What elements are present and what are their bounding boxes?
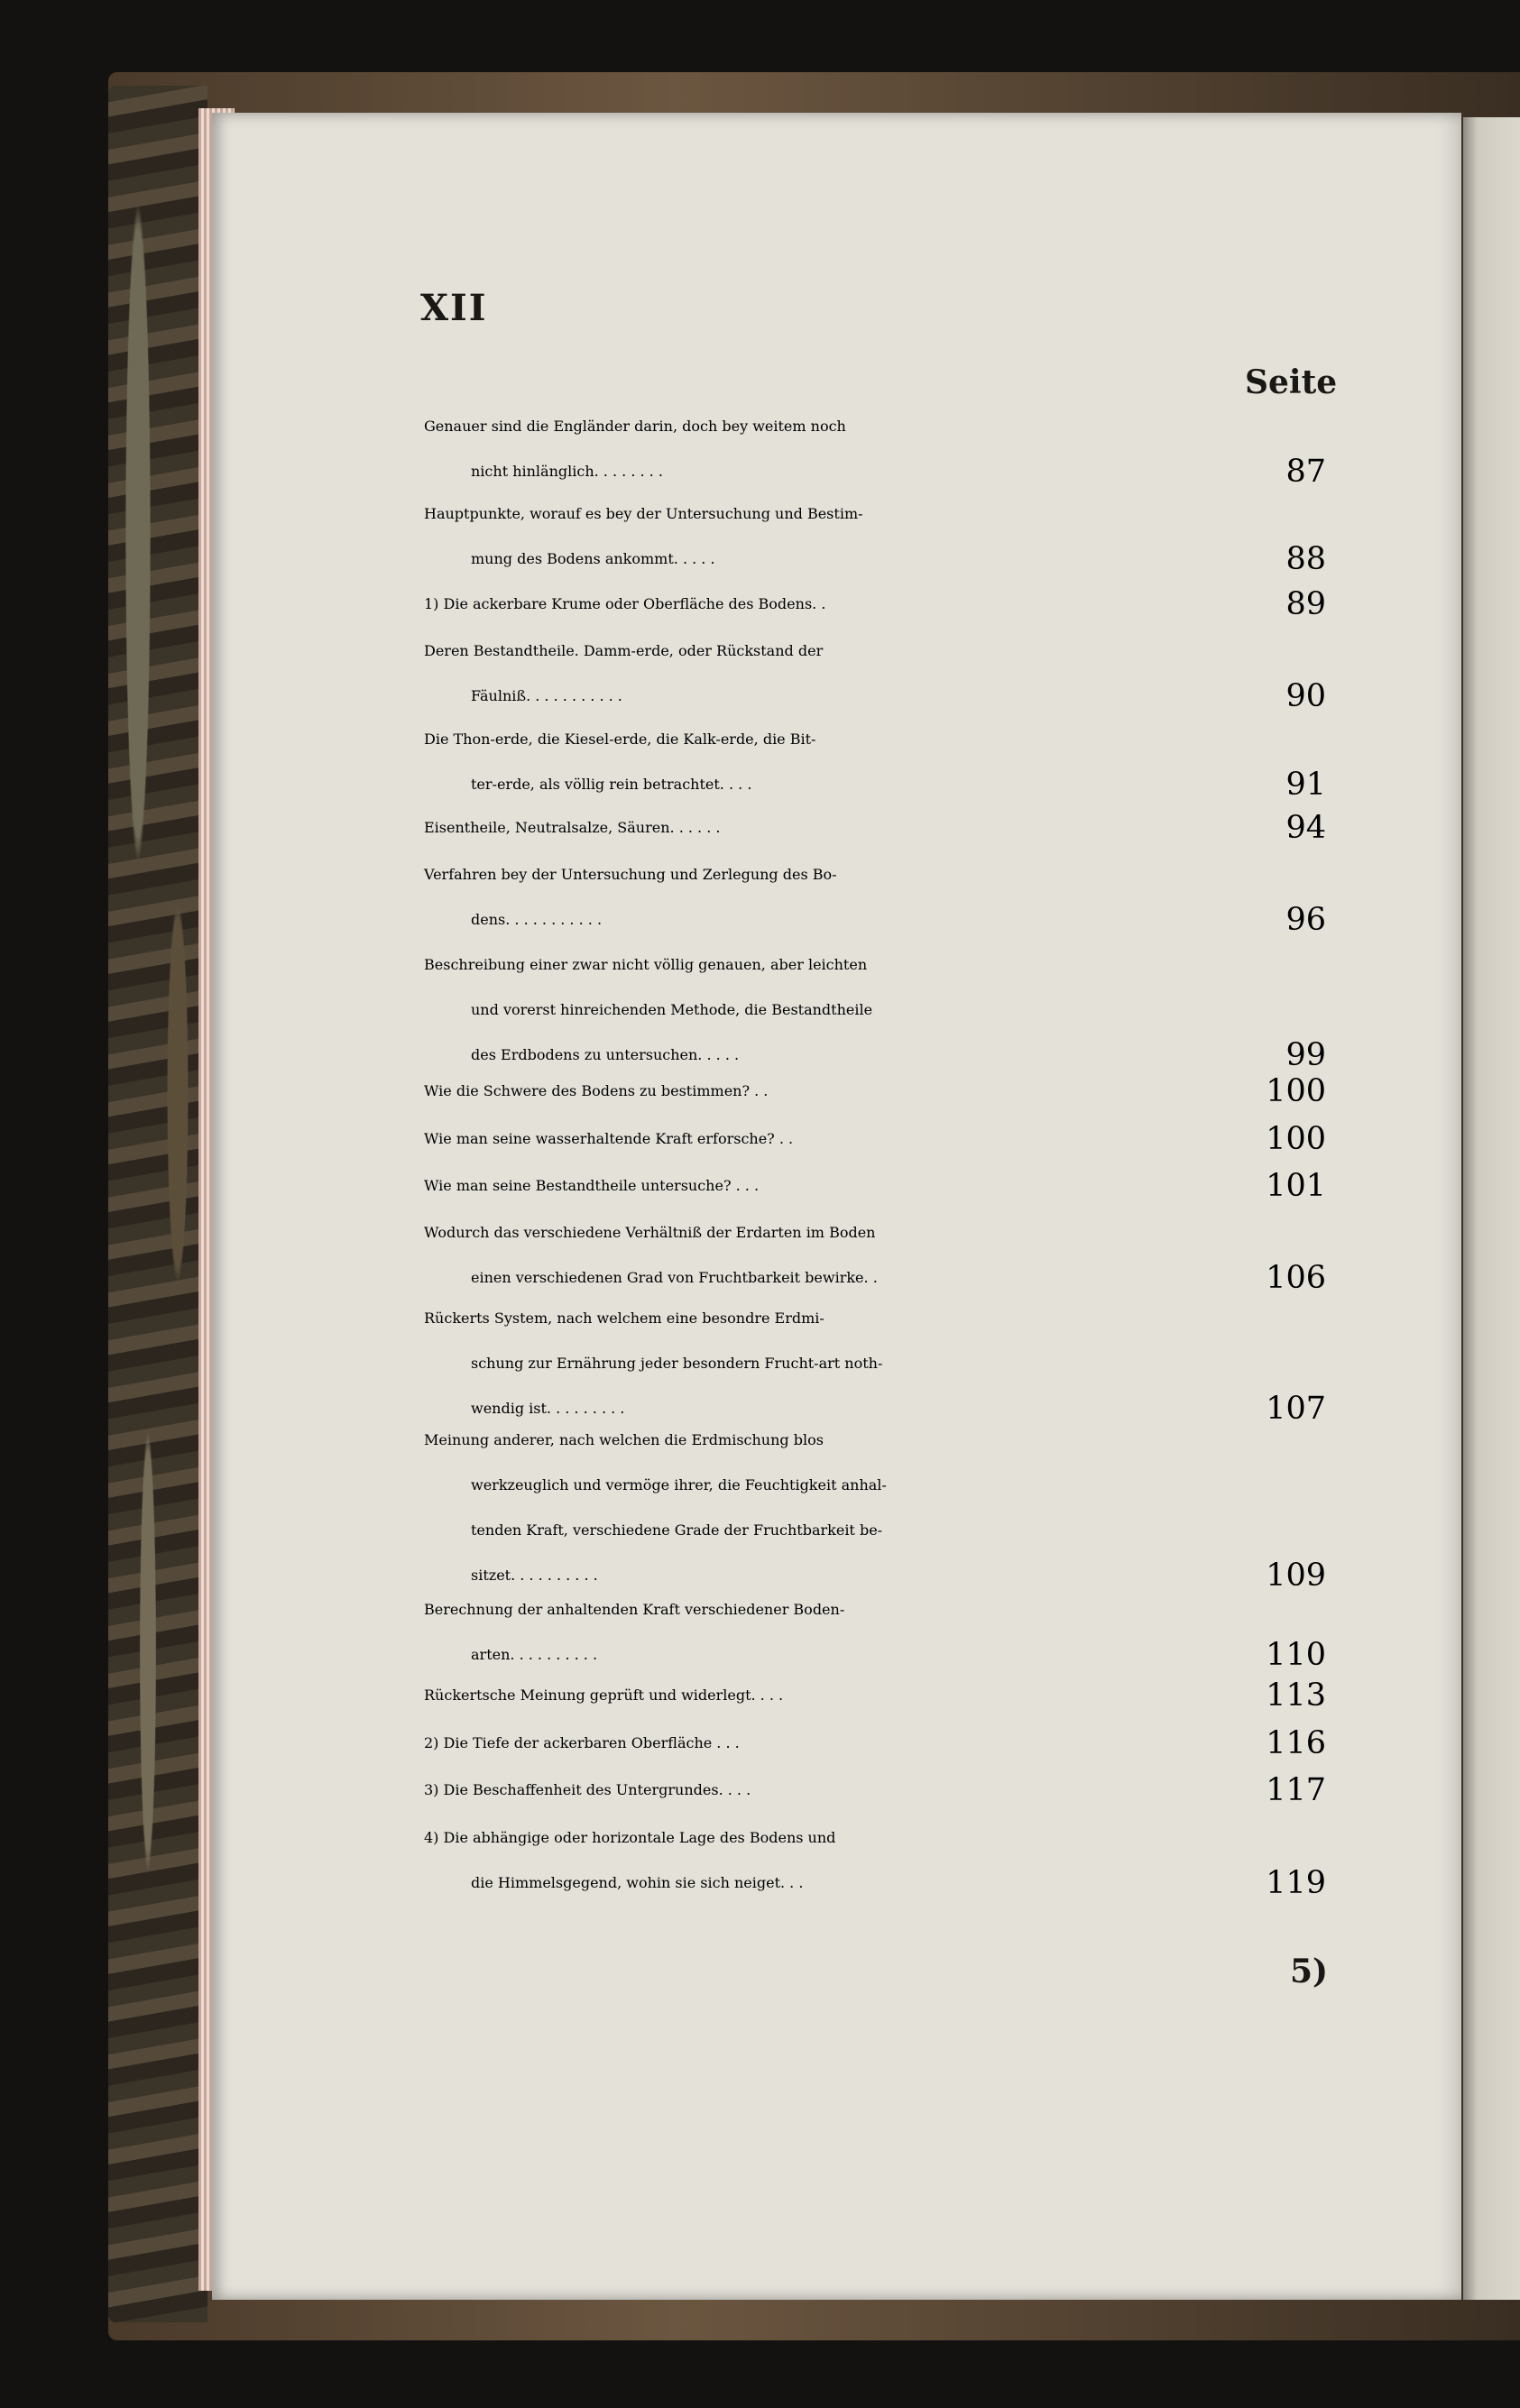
toc-entry-text: sitzet. . . . . . . . . . (471, 1567, 598, 1584)
toc-entry-text: Wie man seine Bestandtheile untersuche? . . . (424, 1177, 760, 1194)
toc-entry (424, 1673, 1326, 1718)
toc-entry-page-number: 87 (1285, 454, 1326, 490)
toc-entry-text: 2) Die Tiefe der ackerbaren Oberfläche . . . (424, 1734, 740, 1751)
toc-entry-text: ter-erde, als völlig rein betrachtet. . . . (471, 776, 752, 793)
toc-entry-text: Wie man seine wasserhaltende Kraft erforsche? . . (424, 1130, 794, 1147)
toc-entry-line (424, 1341, 1326, 1386)
toc-entry-line (424, 852, 1326, 897)
toc-entry-text: tenden Kraft, verschiedene Grade der Fruchtbarkeit be- (471, 1521, 883, 1539)
toc-entry (424, 1069, 1326, 1114)
toc-entry (424, 404, 1326, 494)
toc-entry-page-number: 100 (1266, 1121, 1326, 1157)
toc-entry (424, 1587, 1326, 1677)
toc-entry-text: wendig ist. . . . . . . . . (471, 1400, 625, 1417)
toc-entry-line (424, 805, 1326, 850)
toc-entry-line (424, 674, 1326, 719)
toc-entry (424, 852, 1326, 942)
toc-entry-line (424, 1255, 1326, 1301)
marbled-cover-edge (108, 86, 207, 2322)
toc-entry (424, 1296, 1326, 1431)
toc-entry-text: 1) Die ackerbare Krume oder Oberfläche des Bodens. . (424, 595, 826, 612)
toc-entry-page-number: 100 (1266, 1073, 1326, 1109)
toc-entry-line (424, 582, 1326, 627)
toc-entry (424, 1418, 1326, 1598)
toc-entry-line (424, 1163, 1326, 1209)
toc-entry-page-number: 116 (1266, 1725, 1326, 1761)
toc-entry-text: Wie die Schwere des Bodens zu bestimmen? . . (424, 1082, 769, 1099)
toc-entry-line (424, 988, 1326, 1033)
toc-entry-line (424, 1587, 1326, 1632)
toc-entry (424, 1210, 1326, 1301)
toc-entry (424, 629, 1326, 719)
toc-entry-text: nicht hinlänglich. . . . . . . . (471, 463, 663, 480)
toc-entry-page-number: 110 (1266, 1637, 1326, 1673)
toc-entry-text: Eisentheile, Neutralsalze, Säuren. . . . . . (424, 819, 721, 836)
toc-entry-line (424, 1768, 1326, 1813)
toc-entry (424, 717, 1326, 807)
toc-entry-text: mung des Bodens ankommt. . . . . (471, 550, 715, 567)
toc-entry-page-number: 113 (1266, 1677, 1326, 1714)
toc-entry-page-number: 117 (1266, 1772, 1326, 1808)
toc-entry-text: Beschreibung einer zwar nicht völlig genauen, aber leichten (424, 956, 868, 973)
toc-entry-line (424, 449, 1326, 494)
toc-entry-page-number: 94 (1285, 810, 1326, 846)
toc-entry-line (424, 492, 1326, 537)
toc-entry-text: Rückerts System, nach welchem eine besondre Erdmi- (424, 1310, 824, 1327)
toc-entry-line (424, 942, 1326, 988)
toc-entry-text: dens. . . . . . . . . . . (471, 911, 603, 928)
toc-entry (424, 1721, 1326, 1766)
toc-entry (424, 1163, 1326, 1209)
toc-entry-line (424, 404, 1326, 449)
toc-entry-text: Berechnung der anhaltenden Kraft verschiedener Boden- (424, 1601, 845, 1618)
toc-entry-page-number: 91 (1285, 767, 1326, 803)
toc-entry-text: die Himmelsgegend, wohin sie sich neiget. . . (471, 1874, 804, 1891)
toc-entry-text: Verfahren bey der Untersuchung und Zerlegung des Bo- (424, 866, 837, 883)
toc-entry-line (424, 1632, 1326, 1677)
toc-entry-page-number: 101 (1266, 1168, 1326, 1204)
toc-entry (424, 1768, 1326, 1813)
toc-entry-text: Fäulniß. . . . . . . . . . . (471, 687, 622, 704)
toc-entry (424, 805, 1326, 850)
toc-entry-text: Rückertsche Meinung geprüft und widerlegt. . . . (424, 1687, 784, 1704)
toc-entry (424, 582, 1326, 627)
toc-entry-text: und vorerst hinreichenden Methode, die Bestandtheile (471, 1001, 873, 1018)
toc-entry-line (424, 1069, 1326, 1114)
toc-entry-line (424, 1296, 1326, 1341)
toc-entry-text: Hauptpunkte, worauf es bey der Untersuchung und Bestim- (424, 505, 863, 522)
toc-entry-line (424, 629, 1326, 674)
toc-entry-line (424, 897, 1326, 942)
toc-entry-page-number: 106 (1266, 1260, 1326, 1296)
toc-entry-line (424, 762, 1326, 807)
column-header-seite: Seite (1245, 363, 1338, 401)
toc-entry-page-number: 96 (1285, 902, 1326, 938)
toc-entry-line (424, 1418, 1326, 1463)
toc-entry-text: schung zur Ernährung jeder besondern Frucht-art noth- (471, 1355, 883, 1372)
toc-entry-page-number: 89 (1285, 586, 1326, 622)
toc-entry (424, 1815, 1326, 1906)
toc-entry-page-number: 107 (1266, 1391, 1326, 1427)
toc-entry-line (424, 1463, 1326, 1508)
toc-entry-line (424, 717, 1326, 762)
toc-entry-line (424, 1210, 1326, 1255)
toc-entry-line (424, 1117, 1326, 1162)
toc-entry-page-number: 109 (1266, 1558, 1326, 1594)
catchword: 5) (1290, 1953, 1329, 1990)
facing-page-edge (1463, 117, 1520, 2300)
toc-entry-text: arten. . . . . . . . . . (471, 1646, 598, 1663)
toc-entry-text: des Erdbodens zu untersuchen. . . . . (471, 1046, 740, 1063)
toc-entry-text: Wodurch das verschiedene Verhältniß der Erdarten im Boden (424, 1224, 876, 1241)
toc-entry-line (424, 537, 1326, 582)
toc-entry-text: Genauer sind die Engländer darin, doch bey weitem noch (424, 418, 846, 435)
toc-entry-page-number: 88 (1285, 541, 1326, 577)
toc-entry-text: Deren Bestandtheile. Damm-erde, oder Rückstand der (424, 642, 824, 659)
toc-entry-line (424, 1673, 1326, 1718)
toc-entry-line (424, 1721, 1326, 1766)
toc-entry (424, 492, 1326, 582)
toc-entry-page-number: 119 (1266, 1865, 1326, 1901)
toc-entry-text: Meinung anderer, nach welchen die Erdmischung blos (424, 1431, 824, 1448)
toc-entry-text: 3) Die Beschaffenheit des Untergrundes. . . . (424, 1781, 751, 1798)
toc-entry (424, 1117, 1326, 1162)
toc-entry-text: 4) Die abhängige oder horizontale Lage des Bodens und (424, 1829, 836, 1846)
toc-entry-text: Die Thon-erde, die Kiesel-erde, die Kalk-erde, die Bit- (424, 731, 816, 748)
toc-entry-page-number: 90 (1285, 678, 1326, 714)
toc-entry-line (424, 1508, 1326, 1553)
toc-entry-text: einen verschiedenen Grad von Fruchtbarkeit bewirke. . (471, 1269, 878, 1286)
toc-entry-page-number: 99 (1285, 1037, 1326, 1073)
toc-entry-text: werkzeuglich und vermöge ihrer, die Feuchtigkeit anhal- (471, 1476, 887, 1494)
page-number: XII (420, 287, 488, 329)
toc-entry-line (424, 1815, 1326, 1861)
toc-entry-line (424, 1861, 1326, 1906)
toc-entry (424, 942, 1326, 1078)
